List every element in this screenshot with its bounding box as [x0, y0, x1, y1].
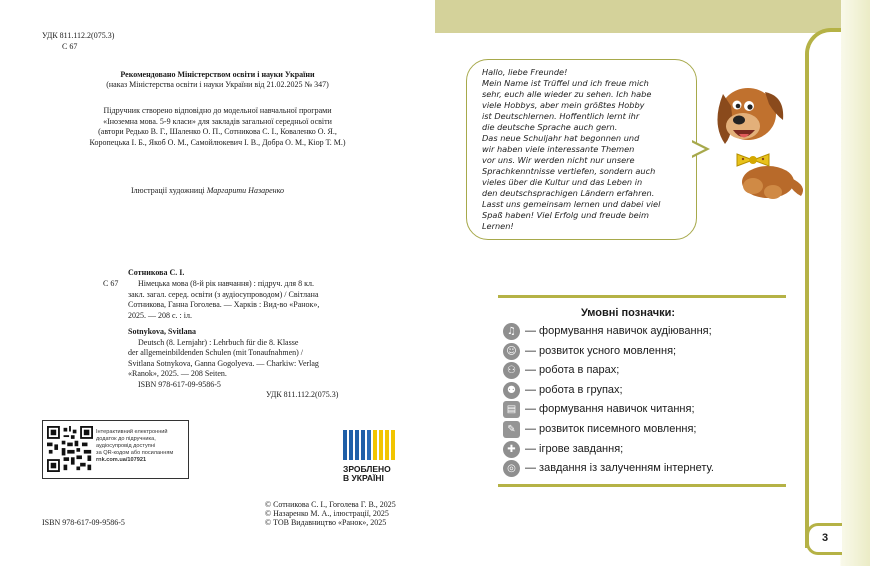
- qr-description: [96, 429, 186, 464]
- right-page: [435, 0, 870, 566]
- legend-text: — розвиток писемного мовлення;: [525, 423, 697, 435]
- legend-title: Умовні позначки:: [581, 307, 676, 319]
- speaking-icon: ☺: [503, 343, 520, 360]
- qr-text-line-1: Інтерактивний електронний: [96, 429, 168, 435]
- legend-item-reading: [503, 400, 695, 418]
- program-line-2: «Іноземна мова. 5-9 класи» для закладів загальної середньої освіти: [103, 116, 332, 126]
- author-heading: Сотникова С. І.: [128, 268, 185, 277]
- legend-text: — завдання із залученням інтернету.: [525, 462, 714, 474]
- speech-line: sehr, euch alle wieder zu sehen. Ich habe: [482, 89, 652, 99]
- top-color-band: [435, 0, 870, 33]
- legend-top-rule: [498, 295, 786, 298]
- copyright-1: © Сотникова С. І., Гоголева Г. В., 2025: [265, 500, 396, 509]
- legend-item-pairs: [503, 361, 619, 379]
- outer-margin-shade: [841, 0, 870, 566]
- catalog-code: С 67: [62, 42, 78, 51]
- illustrations-credit: [131, 186, 284, 197]
- speech-line: Sprachkenntnisse vertiefen, sondern auch: [482, 166, 656, 176]
- legend-item-game: [503, 440, 623, 458]
- page-number-tab: [806, 523, 842, 555]
- pair-icon: ⚇: [503, 362, 520, 379]
- book-icon: ▤: [503, 401, 520, 418]
- udk-code: УДК 811.112.2(075.3): [42, 31, 115, 40]
- legend-text: — робота в групах;: [525, 384, 623, 396]
- ukraine-barcode-icon: [343, 430, 399, 460]
- speech-line: Mein Name ist Trüffel und ich freue mich: [482, 78, 649, 88]
- speech-line: Das neue Schuljahr hat begonnen und: [482, 133, 640, 143]
- internet-icon: ◎: [503, 460, 520, 477]
- legend-bottom-rule: [498, 484, 786, 487]
- qr-url-link[interactable]: rnk.com.ua/107921: [96, 457, 147, 463]
- recommendation-line-1: Рекомендовано Міністерством освіти і науки України: [120, 70, 315, 79]
- program-line-3: (автори Редько В. Г., Шаленко О. П., Сотникова С. І., Коваленко О. Я.,: [98, 127, 337, 136]
- speech-line: viele Hobbys, aber mein größtes Hobby: [482, 100, 645, 110]
- speech-line: Lernen!: [482, 221, 514, 231]
- headphones-icon: ♫: [503, 323, 520, 340]
- made-in-ukraine-logo: [343, 430, 399, 482]
- page-number: 3: [822, 532, 829, 544]
- speech-line: vor uns. Wir werden nicht nur unsere: [482, 155, 635, 165]
- program-line-4: Коропецька І. Б., Якоб О. М., Самойлюкевич І. В., Добра О. М., Кіор Т. М.): [89, 137, 346, 147]
- de-entry-line-3: Svitlana Sotnykova, Ganna Gogolyeva. — Charkiw: Verlag: [128, 358, 319, 368]
- illustrator-name: Маргарити Назаренко: [206, 186, 285, 195]
- legend-text: — робота в парах;: [525, 364, 620, 376]
- qr-text-line-3: аудіосупровід доступні: [96, 443, 156, 449]
- entry-code: С 67: [103, 279, 119, 288]
- ukr-entry-line-2: закл. загал. серед. освіти (з аудіосупроводом) / Світлана: [128, 289, 319, 299]
- de-entry-line-4: «Ranok», 2025. — 208 Seiten.: [128, 369, 227, 378]
- isbn-bottom: ISBN 978-617-09-9586-5: [42, 518, 125, 527]
- speech-line: ist Deutschlernen. Hoffentlich lernt ihr: [482, 111, 640, 121]
- isbn-entry: ISBN 978-617-09-9586-5: [138, 379, 221, 389]
- legend-item-speaking: [503, 342, 676, 360]
- de-heading: Sotnykova, Svitlana: [128, 327, 197, 336]
- pencil-icon: ✎: [503, 421, 520, 438]
- de-entry-line-1: Deutsch (8. Lernjahr) : Lehrbuch für die 8. Klasse: [138, 337, 299, 347]
- copyright-3: © ТОВ Видавництво «Ранок», 2025: [265, 518, 387, 527]
- program-line-1: Підручник створено відповідно до модельної навчальної програми: [103, 106, 332, 115]
- ukr-entry-line-3: Сотникова, Ганна Гоголева. — Харків : Вид-во «Ранок»,: [128, 300, 320, 309]
- legend-text: — формування навичок аудіювання;: [525, 325, 712, 337]
- legend-item-listening: [503, 322, 712, 340]
- copyright-2: © Назаренко М. А., ілюстрації, 2025: [265, 509, 389, 518]
- frame-inner: [809, 32, 841, 548]
- speech-line: Spaß haben! Viel Erfolg und freude beim: [482, 210, 649, 220]
- legend-item-writing: [503, 420, 697, 438]
- speech-line: den deutschsprachigen Ländern erfahren.: [482, 188, 655, 198]
- qr-block[interactable]: [42, 420, 189, 479]
- legend-item-groups: [503, 381, 623, 399]
- qr-code-icon[interactable]: [47, 426, 93, 472]
- ukr-entry-line-4: 2025. — 208 с. : іл.: [128, 310, 192, 320]
- group-icon: ⚉: [503, 382, 520, 399]
- ukr-entry-line-1: Німецька мова (8-й рік навчання) : підруч. для 8 кл.: [138, 279, 314, 288]
- recommendation-line-2: (наказ Міністерства освіти і науки України від 21.02.2025 № 347): [106, 80, 329, 89]
- speech-line: vieles über die Kultur und das Leben in: [482, 177, 643, 187]
- legend-text: — формування навичок читання;: [525, 403, 695, 415]
- speech-text: [482, 67, 694, 232]
- qr-text-line-4: за QR-кодом або посиланням: [96, 450, 174, 456]
- speech-line: Hallo, liebe Freunde!: [482, 67, 568, 77]
- legend-text: — розвиток усного мовлення;: [525, 345, 677, 357]
- puzzle-icon: ✚: [503, 441, 520, 458]
- udk-bottom: УДК 811.112.2(075.3): [266, 390, 339, 399]
- illustrations-label: Ілюстрації художниці: [131, 186, 205, 195]
- dog-mascot-illustration: [713, 74, 813, 204]
- speech-line: Lasst uns gemeinsam lernen und dabei viel: [482, 199, 661, 209]
- speech-line: die deutsche Sprache auch gern.: [482, 122, 618, 132]
- ua-logo-line-2: В УКРАЇНІ: [343, 472, 384, 483]
- legend-item-internet: [503, 459, 714, 477]
- speech-line: wir haben viele interessante Themen: [482, 144, 635, 154]
- qr-text-line-2: додаток до підручника,: [96, 436, 156, 442]
- ua-logo-line-1: ЗРОБЛЕНО: [343, 464, 391, 474]
- legend-text: — ігрове завдання;: [525, 443, 624, 455]
- de-entry-line-2: der allgemeinbildenden Schulen (mit Tonaufnahmen) /: [128, 348, 304, 357]
